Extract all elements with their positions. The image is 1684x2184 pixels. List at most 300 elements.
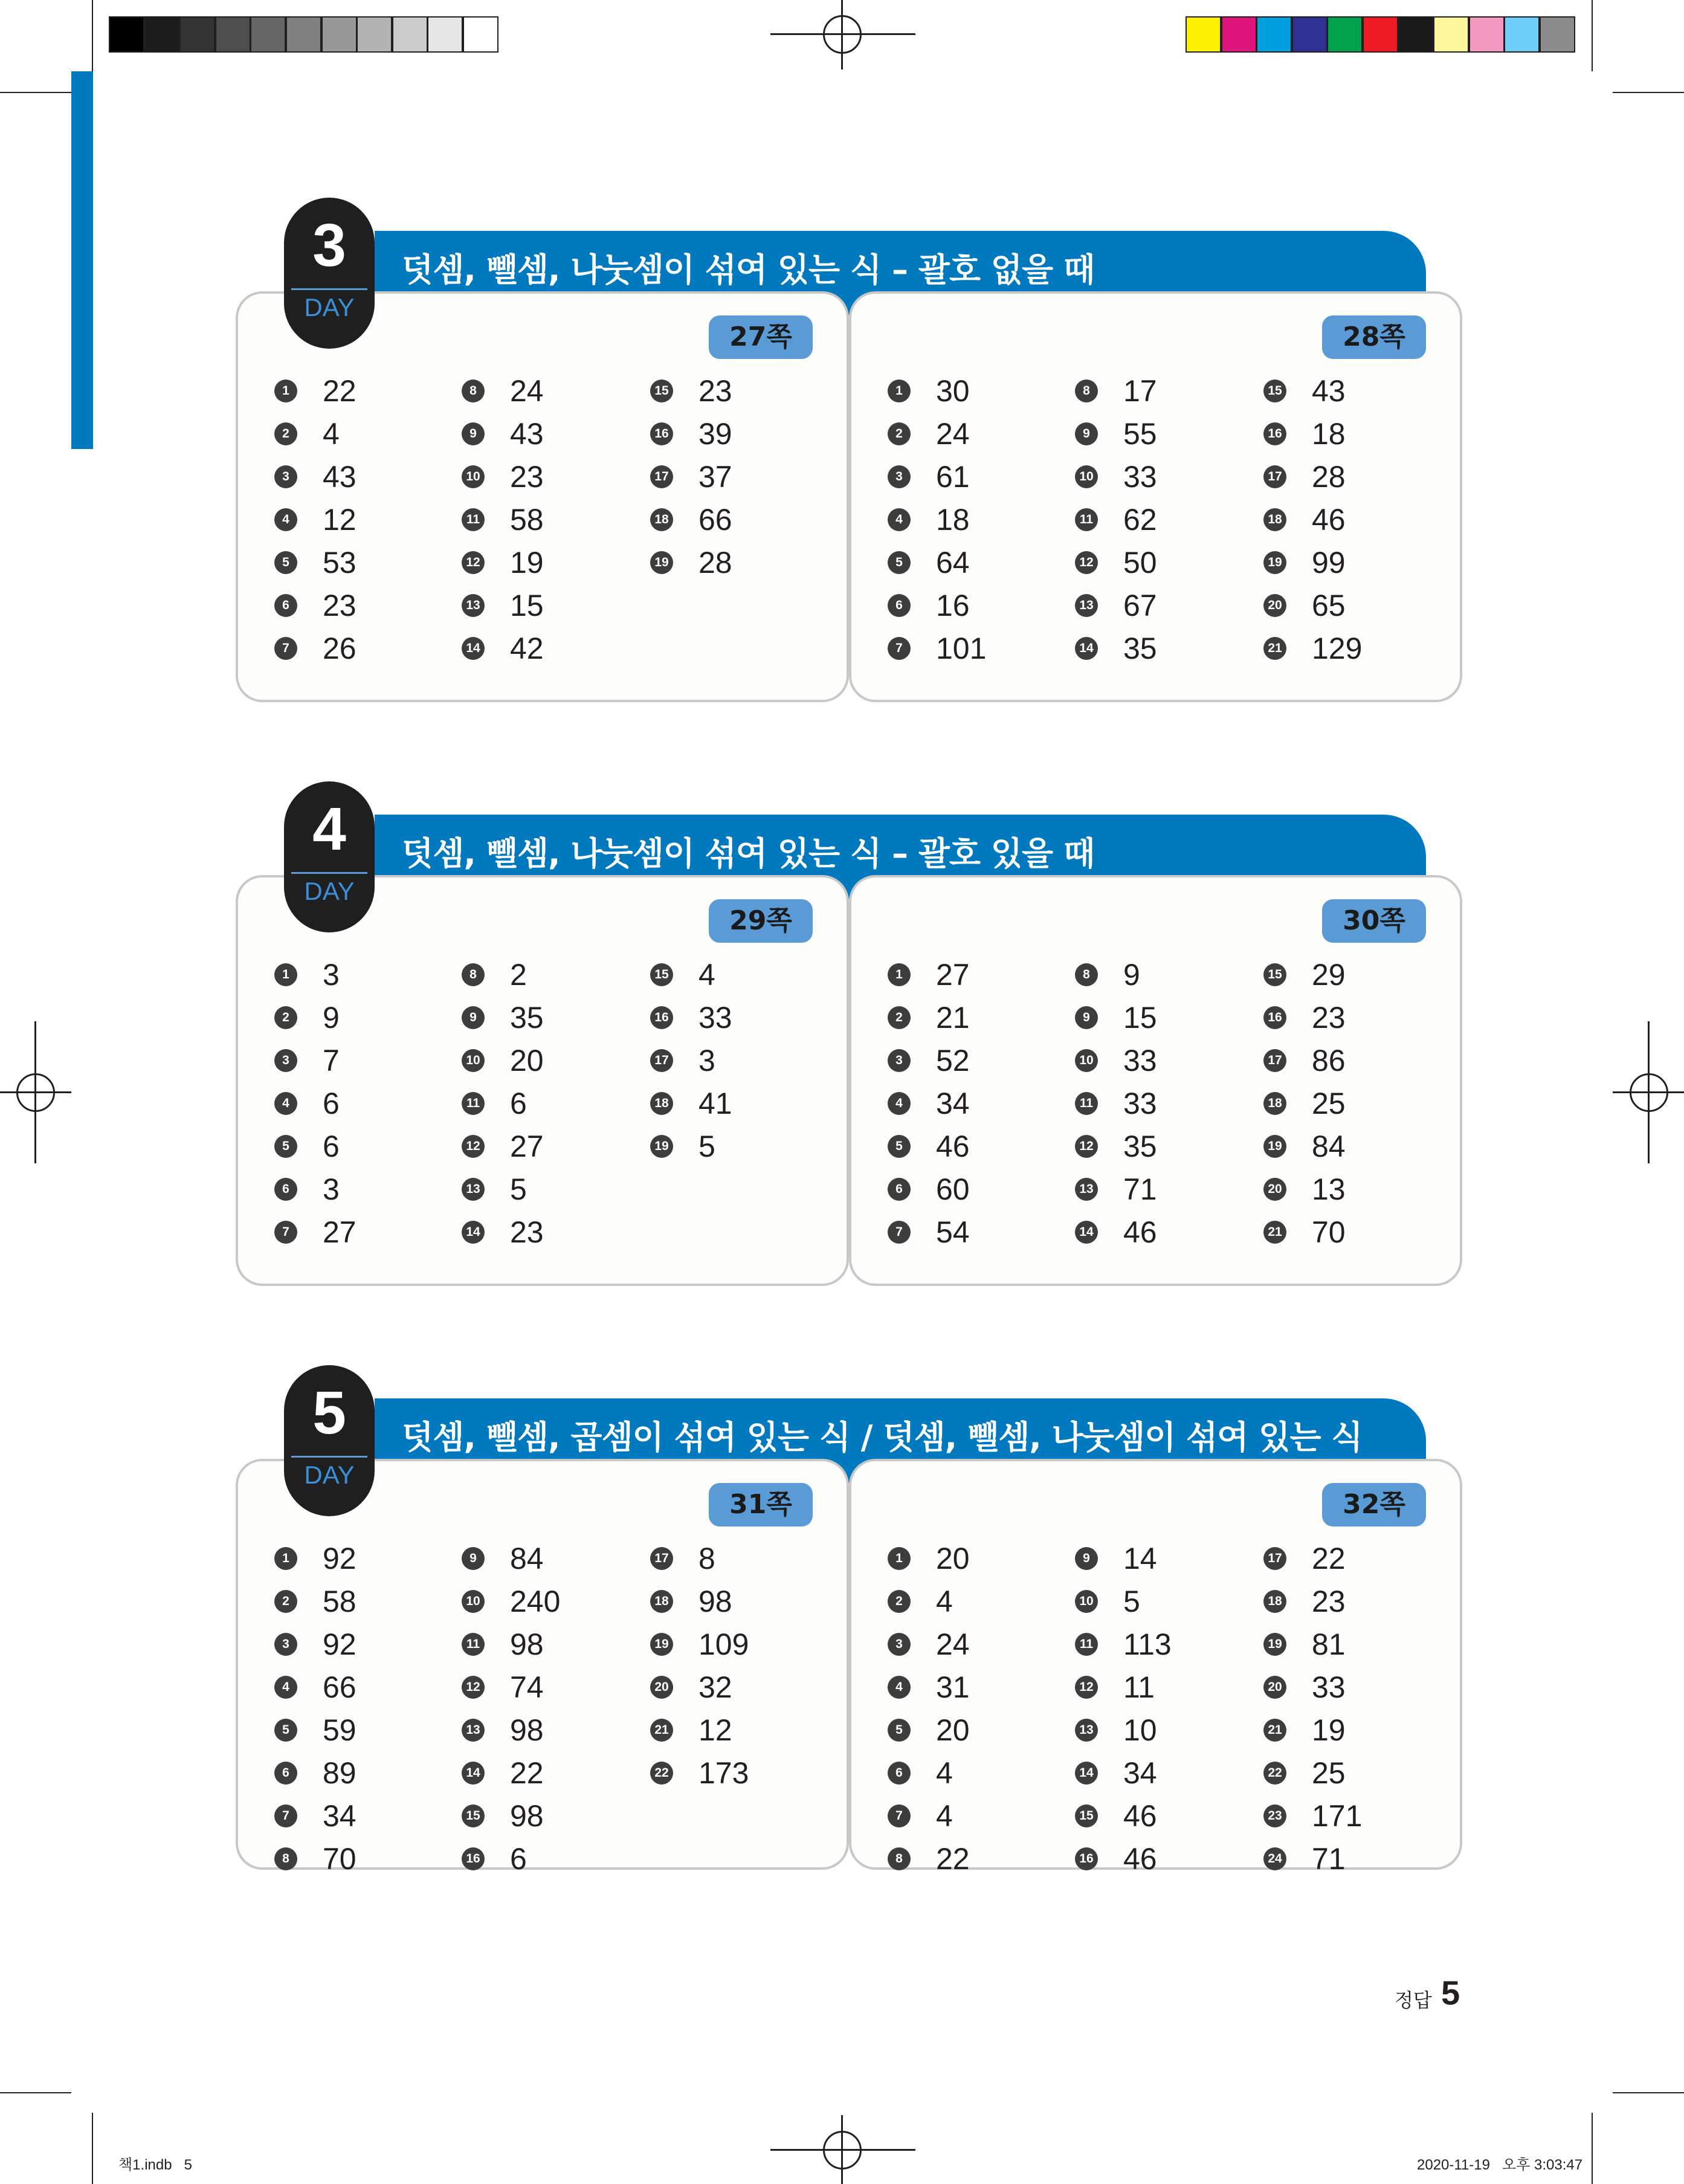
answer-value: 71 — [1312, 1842, 1346, 1876]
answer-item — [650, 1583, 831, 1626]
question-number-badge: 7 — [888, 1221, 911, 1244]
page-number: 5 — [1441, 1974, 1460, 2012]
answer-item — [888, 1840, 1069, 1883]
answer-item — [888, 1171, 1069, 1213]
answer-value: 9 — [1123, 958, 1140, 992]
answer-item — [1263, 544, 1445, 587]
answer-item — [1075, 1583, 1256, 1626]
side-accent-bar — [71, 71, 93, 449]
gray-swatch — [463, 16, 498, 53]
day-label: DAY — [304, 877, 355, 905]
answer-value: 43 — [323, 460, 356, 494]
answer-item — [1075, 587, 1256, 630]
crop-mark — [0, 92, 71, 93]
answer-value: 22 — [1312, 1542, 1346, 1575]
answer-item — [650, 372, 831, 415]
page-tag: 32쪽 — [1322, 1483, 1426, 1527]
answer-item — [888, 1797, 1069, 1840]
answer-value: 33 — [1123, 1044, 1157, 1077]
question-number-badge: 12 — [1075, 1135, 1098, 1158]
answer-value: 10 — [1123, 1713, 1157, 1747]
answer-item — [888, 1128, 1069, 1171]
answer-item — [274, 1128, 456, 1171]
answer-item — [462, 1669, 643, 1711]
answer-value: 46 — [1123, 1842, 1157, 1876]
answer-item — [1263, 1797, 1445, 1840]
answer-item — [462, 1085, 643, 1128]
question-number-badge: 7 — [274, 1221, 297, 1244]
question-number-badge: 11 — [462, 508, 485, 531]
question-number-badge: 8 — [888, 1847, 911, 1870]
answer-value: 21 — [936, 1001, 970, 1035]
crop-mark — [92, 0, 93, 71]
question-number-badge: 17 — [1263, 1049, 1286, 1072]
answer-value: 35 — [510, 1001, 544, 1035]
question-number-badge: 3 — [888, 465, 911, 488]
answer-value: 98 — [510, 1799, 544, 1833]
answer-item — [1263, 1669, 1445, 1711]
answer-item — [1075, 544, 1256, 587]
answer-value: 70 — [1312, 1215, 1346, 1249]
answer-item — [274, 372, 456, 415]
question-number-badge: 21 — [1263, 1221, 1286, 1244]
question-number-badge: 18 — [650, 1092, 673, 1115]
answer-column — [1075, 1540, 1256, 1883]
answer-value: 50 — [1123, 546, 1157, 580]
question-number-badge: 20 — [1263, 1676, 1286, 1699]
question-number-badge: 13 — [1075, 1719, 1098, 1742]
answer-column — [1075, 372, 1256, 673]
question-number-badge: 8 — [1075, 963, 1098, 986]
question-number-badge: 9 — [1075, 422, 1098, 445]
question-number-badge: 10 — [1075, 1049, 1098, 1072]
answer-item — [274, 1797, 456, 1840]
answer-item — [274, 587, 456, 630]
day-divider — [291, 288, 367, 290]
answer-value: 9 — [323, 1001, 340, 1035]
question-number-badge: 5 — [888, 1719, 911, 1742]
answer-item — [650, 458, 831, 501]
answer-column — [274, 1540, 456, 1883]
answer-value: 113 — [1123, 1627, 1172, 1661]
question-number-badge: 24 — [1263, 1847, 1286, 1870]
answer-item — [274, 501, 456, 544]
question-number-badge: 4 — [888, 508, 911, 531]
color-swatch — [1256, 16, 1292, 53]
answer-item — [462, 1171, 643, 1213]
answer-item — [462, 587, 643, 630]
answer-value: 4 — [936, 1756, 953, 1790]
question-number-badge: 17 — [1263, 1547, 1286, 1570]
gray-swatch — [215, 16, 251, 53]
answer-value: 46 — [1123, 1215, 1157, 1249]
answer-item — [888, 1583, 1069, 1626]
answer-value: 22 — [510, 1756, 544, 1790]
question-number-badge: 18 — [650, 1590, 673, 1613]
answer-value: 4 — [936, 1799, 953, 1833]
answer-item — [650, 501, 831, 544]
answer-value: 59 — [323, 1713, 356, 1747]
question-number-badge: 11 — [1075, 508, 1098, 531]
answer-item — [888, 1213, 1069, 1256]
answer-value: 4 — [323, 417, 340, 451]
question-number-badge: 20 — [1263, 594, 1286, 617]
day-number: 5 — [312, 1379, 346, 1447]
day-badge — [284, 781, 375, 932]
question-number-badge: 16 — [1075, 1847, 1098, 1870]
answer-value: 3 — [698, 1044, 715, 1077]
question-number-badge: 9 — [462, 422, 485, 445]
color-swatch — [1398, 16, 1434, 53]
question-number-badge: 17 — [650, 1547, 673, 1570]
answer-value: 98 — [510, 1713, 544, 1747]
question-number-badge: 3 — [888, 1633, 911, 1656]
answer-item — [650, 1085, 831, 1128]
question-number-badge: 19 — [650, 551, 673, 574]
question-number-badge: 14 — [462, 637, 485, 660]
answer-value: 60 — [936, 1172, 970, 1206]
answer-value: 67 — [1123, 589, 1157, 622]
answer-value: 89 — [323, 1756, 356, 1790]
question-number-badge: 2 — [888, 1590, 911, 1613]
question-number-badge: 14 — [462, 1221, 485, 1244]
question-number-badge: 20 — [650, 1676, 673, 1699]
question-number-badge: 19 — [650, 1633, 673, 1656]
answer-item — [888, 1042, 1069, 1085]
question-number-badge: 18 — [1263, 508, 1286, 531]
question-number-badge: 2 — [274, 1006, 297, 1029]
answer-value: 16 — [936, 589, 970, 622]
answer-item — [888, 415, 1069, 458]
answer-item — [1075, 415, 1256, 458]
answer-value: 22 — [936, 1842, 970, 1876]
answer-value: 74 — [510, 1670, 544, 1704]
question-number-badge: 21 — [1263, 637, 1286, 660]
answer-value: 30 — [936, 374, 970, 408]
answer-value: 98 — [510, 1627, 544, 1661]
question-number-badge: 8 — [1075, 380, 1098, 402]
answer-value: 22 — [323, 374, 356, 408]
answer-item — [888, 587, 1069, 630]
page-tag: 29쪽 — [709, 899, 813, 943]
question-number-badge: 9 — [462, 1006, 485, 1029]
question-number-badge: 19 — [650, 1135, 673, 1158]
answer-item — [274, 999, 456, 1042]
answer-value: 98 — [698, 1585, 732, 1618]
answer-item — [1263, 630, 1445, 673]
answer-item — [1075, 1754, 1256, 1797]
answer-item — [1075, 458, 1256, 501]
answer-item — [274, 1669, 456, 1711]
question-number-badge: 3 — [274, 465, 297, 488]
question-number-badge: 13 — [462, 1719, 485, 1742]
gray-swatch — [250, 16, 286, 53]
question-number-badge: 4 — [888, 1092, 911, 1115]
answer-item — [1263, 587, 1445, 630]
answer-column — [1263, 1540, 1445, 1883]
answer-column — [274, 956, 456, 1256]
answer-item — [462, 458, 643, 501]
question-number-badge: 12 — [1075, 551, 1098, 574]
day-badge — [284, 198, 375, 349]
answer-value: 20 — [936, 1713, 970, 1747]
color-swatch — [1540, 16, 1575, 53]
answer-item — [462, 1626, 643, 1669]
color-swatch — [1292, 16, 1328, 53]
day-divider — [291, 872, 367, 874]
answer-value: 46 — [1312, 503, 1346, 537]
answer-value: 18 — [936, 503, 970, 537]
answer-panel — [849, 291, 1462, 702]
question-number-badge: 6 — [274, 1178, 297, 1201]
question-number-badge: 11 — [462, 1092, 485, 1115]
answer-value: 23 — [1312, 1001, 1346, 1035]
answer-value: 27 — [510, 1129, 544, 1163]
answer-value: 66 — [323, 1670, 356, 1704]
answer-item — [1075, 1042, 1256, 1085]
question-number-badge: 1 — [274, 963, 297, 986]
answer-item — [1263, 1042, 1445, 1085]
answer-value: 41 — [698, 1087, 732, 1120]
question-number-badge: 12 — [462, 1676, 485, 1699]
question-number-badge: 16 — [650, 422, 673, 445]
answer-value: 18 — [1312, 417, 1346, 451]
answer-item — [462, 372, 643, 415]
answer-item — [1075, 372, 1256, 415]
answer-value: 32 — [698, 1670, 732, 1704]
answer-value: 34 — [936, 1087, 970, 1120]
question-number-badge: 22 — [1263, 1762, 1286, 1785]
answer-item — [1263, 1540, 1445, 1583]
answer-item — [888, 501, 1069, 544]
answer-item — [462, 999, 643, 1042]
answer-item — [1263, 956, 1445, 999]
question-number-badge: 2 — [888, 1006, 911, 1029]
question-number-badge: 15 — [462, 1804, 485, 1827]
answer-item — [1263, 1754, 1445, 1797]
answer-column — [274, 372, 456, 673]
answer-column — [888, 372, 1069, 673]
color-swatch — [1221, 16, 1257, 53]
answer-item — [650, 1669, 831, 1711]
answer-value: 84 — [510, 1542, 544, 1575]
answer-value: 81 — [1312, 1627, 1346, 1661]
answer-item — [1075, 1840, 1256, 1883]
question-number-badge: 20 — [1263, 1178, 1286, 1201]
question-number-badge: 15 — [650, 963, 673, 986]
question-number-badge: 13 — [1075, 1178, 1098, 1201]
answer-value: 58 — [510, 503, 544, 537]
answer-item — [888, 1085, 1069, 1128]
answer-column — [650, 956, 831, 1171]
slug-file: 책1.indb 5 — [118, 2157, 192, 2173]
question-number-badge: 7 — [274, 1804, 297, 1827]
answer-value: 66 — [698, 503, 732, 537]
answer-value: 58 — [323, 1585, 356, 1618]
answer-value: 31 — [936, 1670, 970, 1704]
answer-value: 4 — [698, 958, 715, 992]
answer-item — [1263, 1171, 1445, 1213]
answer-value: 65 — [1312, 589, 1346, 622]
answer-value: 84 — [1312, 1129, 1346, 1163]
answer-item — [888, 956, 1069, 999]
answer-item — [650, 1711, 831, 1754]
answer-column — [1263, 372, 1445, 673]
question-number-badge: 8 — [274, 1847, 297, 1870]
answer-value: 2 — [510, 958, 527, 992]
day-label: DAY — [304, 1461, 355, 1489]
gray-swatch — [179, 16, 215, 53]
day-section — [236, 795, 1462, 1328]
question-number-badge: 7 — [274, 637, 297, 660]
answer-item — [888, 1669, 1069, 1711]
answer-item — [274, 1583, 456, 1626]
question-number-badge: 8 — [462, 963, 485, 986]
answer-item — [462, 1754, 643, 1797]
answer-value: 23 — [510, 460, 544, 494]
answer-item — [1263, 1085, 1445, 1128]
answer-item — [1075, 1669, 1256, 1711]
question-number-badge: 12 — [1075, 1676, 1098, 1699]
page-tag: 27쪽 — [709, 315, 813, 359]
answer-value: 11 — [1123, 1670, 1155, 1704]
answer-value: 34 — [1123, 1756, 1157, 1790]
answer-item — [888, 1754, 1069, 1797]
answer-item — [462, 1711, 643, 1754]
answer-item — [274, 1042, 456, 1085]
question-number-badge: 1 — [888, 1547, 911, 1570]
question-number-badge: 4 — [274, 1676, 297, 1699]
question-number-badge: 23 — [1263, 1804, 1286, 1827]
answer-item — [1075, 1797, 1256, 1840]
gray-swatch — [144, 16, 180, 53]
question-number-badge: 4 — [274, 508, 297, 531]
answer-item — [274, 1711, 456, 1754]
question-number-badge: 2 — [274, 422, 297, 445]
answer-value: 5 — [510, 1172, 527, 1206]
question-number-badge: 8 — [462, 380, 485, 402]
answer-item — [274, 956, 456, 999]
answer-item — [1075, 1128, 1256, 1171]
answer-value: 27 — [936, 958, 970, 992]
question-number-badge: 14 — [1075, 1762, 1098, 1785]
answer-item — [274, 415, 456, 458]
question-number-badge: 15 — [650, 380, 673, 402]
answer-value: 39 — [698, 417, 732, 451]
answer-item — [1075, 956, 1256, 999]
answer-value: 42 — [510, 632, 544, 665]
question-number-badge: 12 — [462, 1135, 485, 1158]
answer-value: 33 — [1123, 1087, 1157, 1120]
question-number-badge: 11 — [1075, 1092, 1098, 1115]
question-number-badge: 5 — [274, 1135, 297, 1158]
answer-value: 4 — [936, 1585, 953, 1618]
question-number-badge: 17 — [650, 465, 673, 488]
answer-value: 171 — [1312, 1799, 1363, 1833]
question-number-badge: 11 — [462, 1633, 485, 1656]
answer-column — [462, 956, 643, 1256]
question-number-badge: 3 — [888, 1049, 911, 1072]
answer-item — [650, 1042, 831, 1085]
answer-value: 61 — [936, 460, 970, 494]
answer-item — [650, 956, 831, 999]
crop-mark — [1613, 2092, 1684, 2093]
answer-value: 15 — [1123, 1001, 1157, 1035]
answer-value: 92 — [323, 1627, 356, 1661]
page-tag: 31쪽 — [709, 1483, 813, 1527]
answer-item — [1263, 501, 1445, 544]
answer-item — [888, 544, 1069, 587]
answer-value: 7 — [323, 1044, 340, 1077]
question-number-badge: 4 — [888, 1676, 911, 1699]
question-number-badge: 6 — [888, 1178, 911, 1201]
question-number-badge: 13 — [1075, 594, 1098, 617]
question-number-badge: 6 — [274, 594, 297, 617]
question-number-badge: 10 — [1075, 465, 1098, 488]
question-number-badge: 14 — [1075, 1221, 1098, 1244]
answer-value: 6 — [510, 1842, 527, 1876]
answer-column — [888, 1540, 1069, 1883]
answer-item — [274, 1840, 456, 1883]
answer-item — [1263, 1213, 1445, 1256]
question-number-badge: 10 — [462, 1049, 485, 1072]
answer-item — [274, 458, 456, 501]
question-number-badge: 5 — [888, 551, 911, 574]
answer-value: 52 — [936, 1044, 970, 1077]
answer-value: 15 — [510, 589, 544, 622]
answer-item — [650, 415, 831, 458]
question-number-badge: 10 — [462, 1590, 485, 1613]
answer-item — [1263, 1626, 1445, 1669]
day-badge — [284, 1365, 375, 1516]
answer-value: 43 — [510, 417, 544, 451]
answer-item — [462, 630, 643, 673]
question-number-badge: 4 — [274, 1092, 297, 1115]
question-number-badge: 16 — [1263, 1006, 1286, 1029]
answer-item — [1075, 1711, 1256, 1754]
question-number-badge: 7 — [888, 637, 911, 660]
answer-item — [462, 1540, 643, 1583]
answer-value: 37 — [698, 460, 732, 494]
answer-value: 129 — [1312, 632, 1363, 665]
answer-item — [1075, 1171, 1256, 1213]
answer-value: 19 — [510, 546, 544, 580]
answer-value: 17 — [1123, 374, 1157, 408]
answer-value: 23 — [510, 1215, 544, 1249]
answer-value: 46 — [936, 1129, 970, 1163]
answer-value: 6 — [323, 1087, 340, 1120]
answer-item — [1263, 1128, 1445, 1171]
day-number: 4 — [312, 795, 346, 863]
answer-item — [274, 1540, 456, 1583]
answer-value: 35 — [1123, 632, 1157, 665]
answer-column — [1075, 956, 1256, 1256]
answer-value: 14 — [1123, 1542, 1157, 1575]
answer-value: 23 — [1312, 1585, 1346, 1618]
answer-value: 109 — [698, 1627, 749, 1661]
question-number-badge: 5 — [888, 1135, 911, 1158]
answer-panel — [849, 875, 1462, 1286]
day-divider — [291, 1456, 367, 1458]
question-number-badge: 17 — [1263, 465, 1286, 488]
question-number-badge: 19 — [1263, 1135, 1286, 1158]
answer-value: 24 — [510, 374, 544, 408]
registration-circle-icon — [823, 2131, 862, 2169]
question-number-badge: 18 — [650, 508, 673, 531]
answer-item — [462, 1583, 643, 1626]
answer-column — [650, 1540, 831, 1797]
answer-item — [462, 956, 643, 999]
